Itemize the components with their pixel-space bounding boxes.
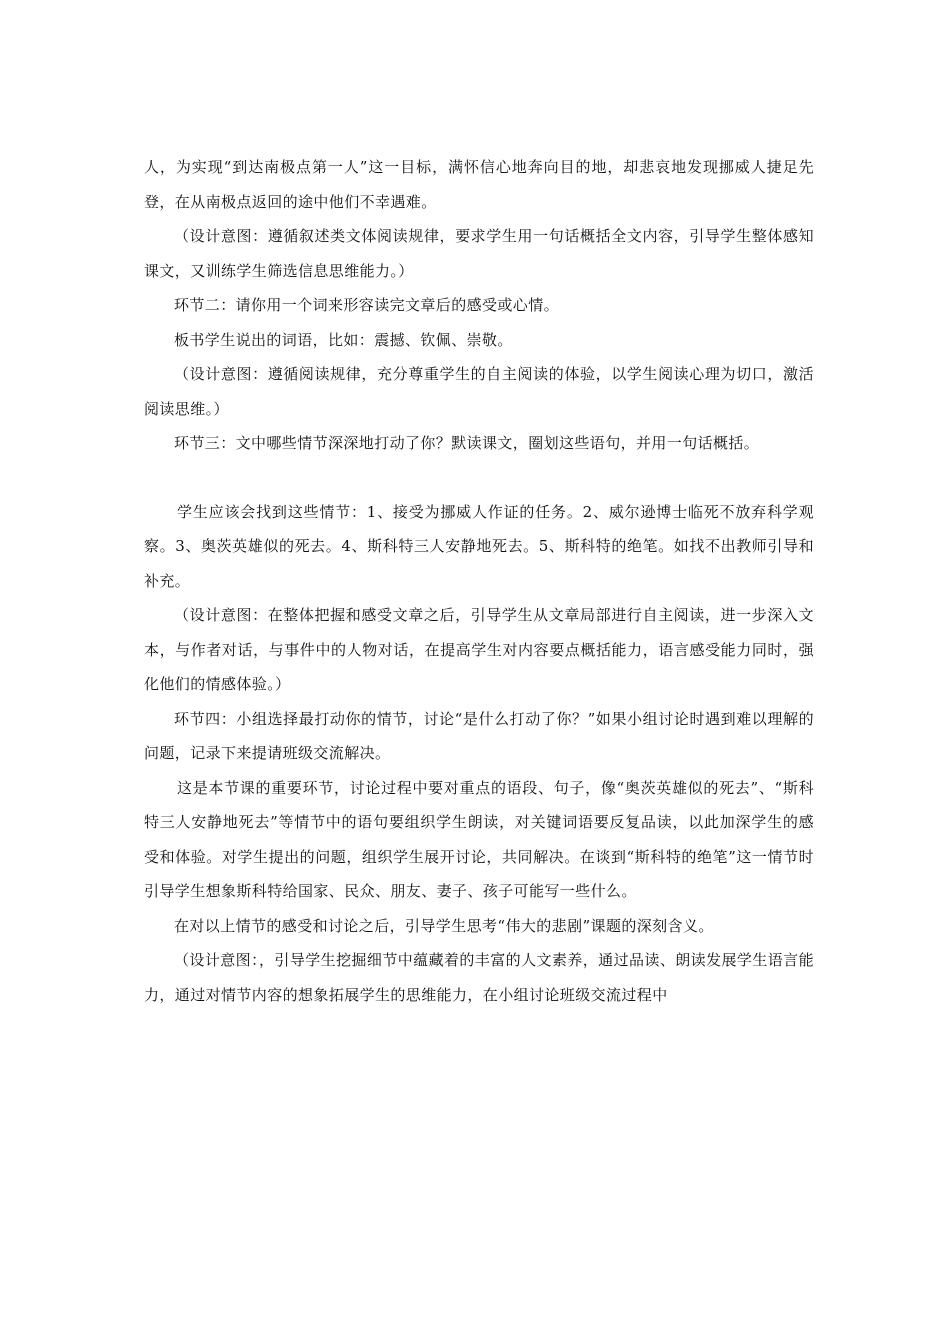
document-page bbox=[144, 150, 814, 1012]
paragraph-board-words: 板书学生说出的词语，比如：震撼、钦佩、崇敬。 bbox=[174, 330, 513, 349]
paragraph-design-intent-1: （设计意图：遵循叙述类文体阅读规律，要求学生用一句话概括全文内容，引导学生整体感知课文，又训练学生筛选信息思维能力。） bbox=[144, 227, 814, 280]
paragraph-design-intent-2: （设计意图：遵循阅读规律，充分尊重学生的自主阅读的体验，以学生阅读心理为切口，激活阅读思维。） bbox=[144, 365, 814, 418]
paragraph-design-intent-3: （设计意图：在整体把握和感受文章之后，引导学生从文章局部进行自主阅读，进一步深入文本，与作者对话，与事件中的人物对话，在提高学生对内容要点概括能力，语言感受能力同时，强化他们的情感体验。） bbox=[144, 606, 814, 693]
paragraph-title-meaning: 在对以上情节的感受和讨论之后，引导学生思考“伟大的悲剧”课题的深刻含义。 bbox=[174, 916, 714, 935]
paragraph-step-two: 环节二：请你用一个词来形容读完文章后的感受或心情。 bbox=[174, 296, 560, 314]
paragraph-step-four: 环节四：小组选择最打动你的情节，讨论“是什么打动了你？”如果小组讨论时遇到难以理解的问题，记录下来提请班级交流解决。 bbox=[144, 709, 814, 762]
paragraph-design-intent-4: （设计意图：，引导学生挖掘细节中蕴藏着的丰富的人文素养，通过品读、朗读发展学生语言能力，通过对情节内容的想象拓展学生的思维能力，在小组讨论班级交流过程中 bbox=[144, 951, 814, 1004]
paragraph-key-discussion: 这是本节课的重要环节，讨论过程中要对重点的语段、句子，像“奥茨英雄似的死去”、“斯科特三人安静地死去”等情节中的语句要组织学生朗读，对关键词语要反复品读，以此加深学生的感受和体验。对学生提出的问题，组织学生展开讨论，共同解决。在谈到“斯科特的绝笔”这一情节时引导学生想象斯科特给国家、民众、朋友、妻子、孩子可能写一些什么。 bbox=[144, 778, 814, 900]
paragraph-step-three: 环节三：文中哪些情节深深地打动了你？默读课文，圈划这些语句，并用一句话概括。 bbox=[174, 434, 760, 452]
paragraph-1: 人，为实现“到达南极点第一人”这一目标，满怀信心地奔向目的地，却悲哀地发现挪威人捷足先登，在从南极点返回的途中他们不幸遇难。 bbox=[144, 158, 814, 211]
paragraph-gap bbox=[144, 461, 814, 495]
paragraph-student-findings: 学生应该会找到这些情节：1、接受为挪威人作证的任务。2、威尔逊博士临死不放弃科学观察。3、奥茨英雄似的死去。4、斯科特三人安静地死去。5、斯科特的绝笔。如找不出教师引导和补充。 bbox=[144, 502, 814, 590]
